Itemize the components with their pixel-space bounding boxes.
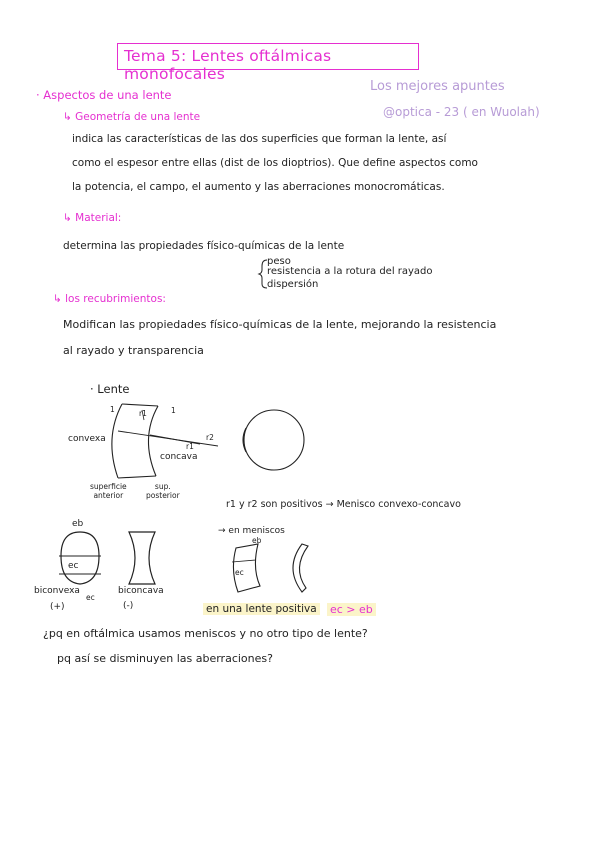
meniscos-ec: ec bbox=[235, 568, 244, 577]
watermark-line2: @optica - 23 ( en Wuolah) bbox=[383, 105, 540, 119]
label-r1: r1 bbox=[186, 442, 194, 451]
recubrimientos-line1: Modifican las propiedades físico-químicas de la lente, mejorando la resistencia bbox=[63, 318, 497, 331]
meniscos-eb: eb bbox=[252, 536, 262, 545]
biconcave-lens bbox=[125, 530, 159, 586]
diagram-note: r1 y r2 son positivos → Menisco convexo-concavo bbox=[226, 499, 461, 510]
meniscus-negative bbox=[293, 544, 308, 592]
meniscos-label: → en meniscos bbox=[218, 526, 285, 536]
positive-lens-inequality: ec > eb bbox=[327, 603, 376, 616]
page-title: Tema 5: Lentes oftálmicas monofocales bbox=[124, 47, 332, 83]
recubrimientos-heading: ↳ los recubrimientos: bbox=[53, 293, 166, 305]
material-item-resistencia: resistencia a la rotura del rayado bbox=[267, 266, 433, 277]
biconcava-label: biconcava bbox=[118, 586, 164, 596]
biconvex-lens bbox=[55, 530, 105, 588]
material-item-dispersion: dispersión bbox=[267, 279, 319, 290]
geometria-line3: la potencia, el campo, el aumento y las aberraciones monocromáticas. bbox=[72, 181, 445, 193]
answer: pq así se disminuyen las aberraciones? bbox=[57, 652, 273, 665]
geometria-line1: indica las características de las dos superficies que forman la lente, así bbox=[72, 133, 447, 145]
front-surface bbox=[112, 404, 122, 478]
eye-diagram bbox=[240, 408, 310, 474]
geometria-line2: como el espesor entre ellas (dist de los dioptrios). Que define aspectos como bbox=[72, 157, 478, 169]
lente-label: · Lente bbox=[90, 382, 130, 396]
positive-lens-note: en una lente positiva bbox=[203, 603, 320, 615]
material-line1: determina las propiedades físico-químicas de la lente bbox=[63, 240, 345, 252]
label-sup-anterior: superficie anterior bbox=[90, 482, 127, 500]
biconvexa-sign: (+) bbox=[50, 602, 65, 612]
biconvexa-sub: ec bbox=[86, 593, 95, 602]
geometria-heading: ↳ Geometría de una lente bbox=[63, 111, 201, 123]
back-surface bbox=[148, 406, 158, 476]
label-r-top: r1 bbox=[139, 409, 147, 418]
biconvexa-eb-label: eb bbox=[72, 519, 84, 529]
question: ¿pq en oftálmica usamos meniscos y no otro tipo de lente? bbox=[43, 627, 368, 640]
biconcava-sign: (-) bbox=[123, 601, 134, 611]
meniscus-lens-diagram bbox=[100, 398, 230, 488]
label-concava: concava bbox=[160, 452, 198, 462]
section-heading: · Aspectos de una lente bbox=[36, 88, 172, 102]
title-box bbox=[117, 43, 419, 83]
recubrimientos-line2: al rayado y transparencia bbox=[63, 344, 204, 357]
label-r2: r2 bbox=[206, 433, 214, 442]
label-1-left: 1 bbox=[110, 405, 115, 414]
biconvexa-ec-label: ec bbox=[68, 561, 79, 571]
label-sup-posterior: sup. posterior bbox=[146, 482, 180, 500]
material-heading: ↳ Material: bbox=[63, 212, 122, 224]
watermark-line1: Los mejores apuntes bbox=[370, 79, 505, 94]
label-convexa: convexa bbox=[68, 434, 106, 444]
label-1-right: 1 bbox=[171, 406, 176, 415]
material-item-peso: peso bbox=[267, 256, 291, 267]
biconvexa-label: biconvexa bbox=[34, 586, 80, 596]
